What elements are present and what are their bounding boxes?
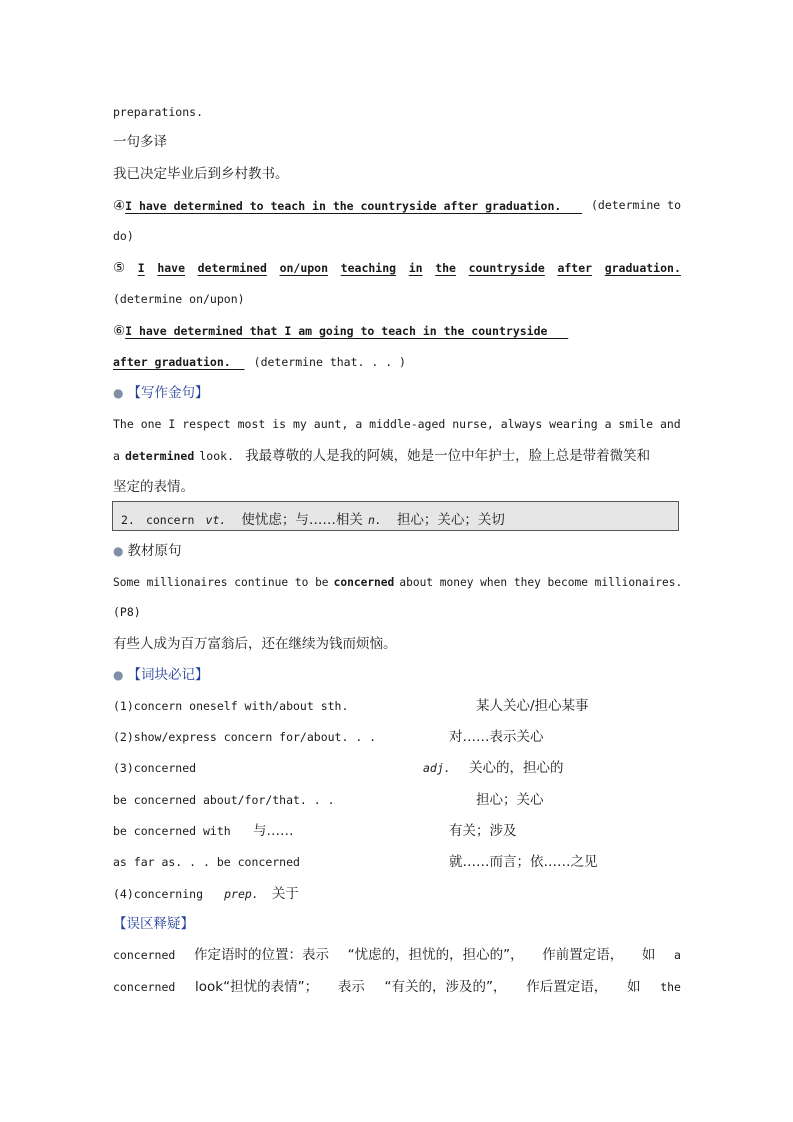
chunk-item-4-cn: 担心；关心: [476, 792, 544, 808]
translation-4-note-cont: do): [113, 229, 134, 243]
chunk-item-7-en: (4)concerning: [113, 887, 204, 901]
mis-word: “忧虑的，担忧的，担心的”，: [347, 947, 524, 963]
chunk-item-6-cn: 就……而言；依……之见: [449, 854, 598, 870]
t5-word: countryside: [468, 261, 545, 275]
chunk-item-5-cn: 有关；涉及: [449, 823, 517, 839]
translation-6-text-b: after graduation.: [113, 355, 231, 369]
textbook-en-bold: concerned: [333, 576, 395, 589]
misunderstanding-header: 【误区释疑】: [113, 916, 194, 932]
bullet-icon: ●: [113, 668, 124, 682]
underline-fill: [561, 199, 582, 213]
chunk-item-4-en: be concerned about/for/that. . .: [113, 793, 335, 807]
t5-word: after: [557, 261, 593, 275]
textbook-header: [113, 540, 181, 561]
chunk-item-7-pos: prep.: [224, 887, 259, 901]
mis-word: concerned: [113, 948, 176, 962]
writing-cn-line3: 坚定的表情。: [113, 479, 194, 495]
vocab-pos1: vt.: [205, 513, 227, 527]
vocab-num: 2.: [121, 513, 135, 527]
bullet-icon: ●: [113, 386, 124, 400]
vocab-pos2: n.: [367, 513, 382, 527]
writing-en-b: look.: [199, 449, 234, 463]
vocab-box: [112, 501, 679, 531]
mis-word: “有关的，涉及的”，: [384, 979, 507, 995]
chunk-item-2-en: (2)show/express concern for/about. . .: [113, 730, 377, 744]
translation-6-note: (determine that. . . ): [253, 355, 406, 369]
textbook-header-label: 教材原句: [127, 543, 182, 559]
writing-line2: [113, 445, 650, 466]
writing-header-label: 【写作金句】: [127, 385, 209, 401]
chunk-item-3-cn: 关心的，担心的: [469, 760, 564, 776]
t5-word: I: [137, 261, 145, 275]
mis-word: 作前置定语，: [542, 947, 624, 963]
chunk-item-1-cn: 某人关心/担心某事: [476, 698, 589, 714]
translation-6-text-a: I have determined that I am going to teach in the countryside: [125, 324, 548, 338]
translation-6: [113, 320, 568, 341]
textbook-cn: 有些人成为百万富翁后，还在继续为钱而烦恼。: [113, 636, 397, 652]
t5-word: the: [435, 261, 456, 275]
mis-word: concerned: [113, 980, 176, 994]
writing-cn-line2: 我最尊敬的人是我的阿姨，她是一位中年护士，脸上总是带着微笑和: [245, 448, 651, 464]
cn-sentence: 我已决定毕业后到乡村教书。: [113, 166, 289, 182]
mis-word: 作后置定语，: [526, 979, 608, 995]
translation-5-note: (determine on/upon): [113, 292, 245, 306]
chunk-item-5-en: be concerned with: [113, 824, 231, 838]
writing-en-a: a: [113, 449, 120, 463]
mis-word: the: [660, 980, 681, 994]
mis-word: 如: [626, 979, 641, 995]
chunk-item-1-en: (1)concern oneself with/about sth.: [113, 699, 349, 713]
num-6: ⑥: [113, 323, 126, 339]
t5-word: have: [157, 261, 186, 275]
underline-fill: [231, 355, 245, 369]
bullet-icon: ●: [113, 544, 124, 558]
textbook-ref: (P8): [113, 605, 141, 619]
textbook-en-a: Some millionaires continue to be: [113, 576, 329, 589]
chunks-header-label: 【词块必记】: [127, 667, 209, 683]
mis-word: a: [674, 948, 681, 962]
mis-word: 如: [641, 947, 656, 963]
writing-en-bold: determined: [125, 449, 195, 463]
chunk-item-7: [113, 883, 299, 904]
translation-5: [113, 258, 681, 278]
chunk-item-5-mid: 与……: [253, 823, 294, 839]
translation-4: [113, 195, 681, 216]
chunk-item-6-en: as far as. . . be concerned: [113, 855, 300, 869]
chunk-item-7-cn: 关于: [271, 886, 299, 902]
chunks-header: [113, 664, 208, 685]
translation-6-cont: [113, 351, 406, 372]
translation-4-note: (determine to: [590, 198, 681, 212]
t5-word: graduation.: [604, 261, 681, 275]
num-4: ④: [113, 198, 126, 214]
vocab-meaning2: 担心；关心；关切: [396, 512, 505, 528]
t5-word: teaching: [340, 261, 397, 275]
chunk-item-3-en: (3)concerned: [113, 761, 197, 775]
misunderstanding-line2: [113, 977, 681, 997]
chunk-item-2-cn: 对……表示关心: [449, 729, 544, 745]
textbook-en: [113, 571, 682, 593]
t5-word: in: [408, 261, 423, 275]
chunk-item-3-pos: adj.: [423, 761, 451, 775]
mis-word: 表示: [337, 979, 365, 995]
mis-word: 作定语时的位置：表示: [193, 947, 329, 963]
writing-en-line1: The one I respect most is my aunt, a middle-aged nurse, always wearing a smile and: [113, 417, 681, 431]
translation-4-text: I have determined to teach in the countryside after graduation.: [125, 199, 562, 213]
text-preparations: preparations.: [113, 105, 204, 119]
misunderstanding-line1: [113, 945, 681, 965]
mis-word: look“担忧的表情”；: [195, 979, 319, 995]
vocab-word: concern: [145, 513, 195, 527]
t5-word: determined: [197, 261, 267, 275]
num-5: ⑤: [113, 260, 126, 276]
underline-fill: [547, 324, 568, 338]
vocab-meaning1: 使忧虑；与……相关: [241, 512, 363, 528]
writing-header: [113, 382, 208, 403]
textbook-en-b: about money when they become millionaires.: [399, 576, 683, 589]
heading-one-sentence-multi: 一句多译: [113, 134, 167, 150]
t5-word: on/upon: [279, 261, 329, 275]
